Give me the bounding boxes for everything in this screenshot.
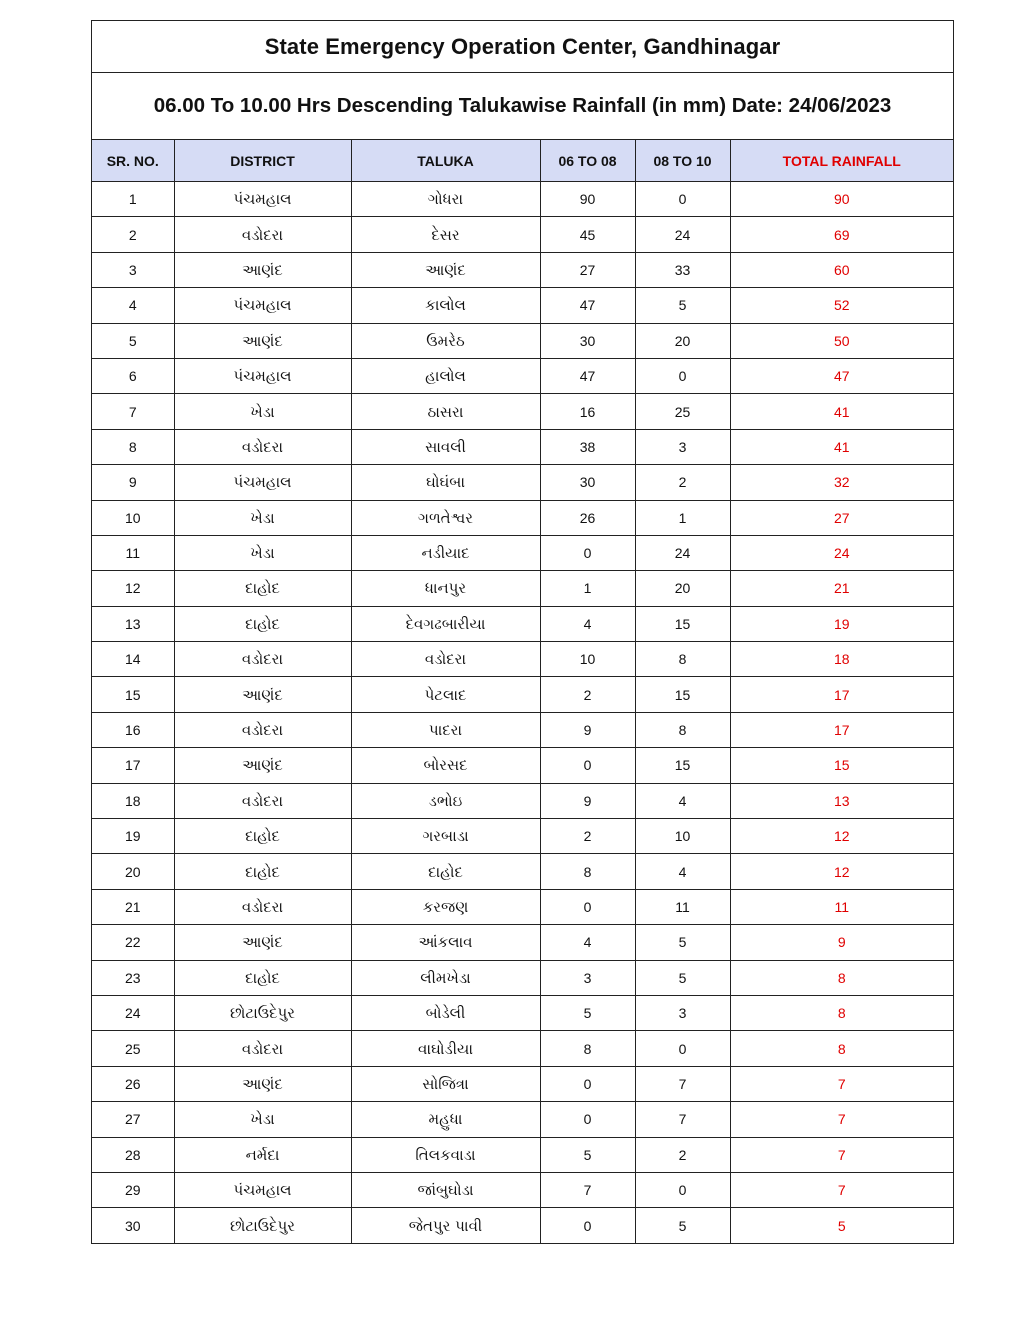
cell-08-to-10: 8 bbox=[635, 642, 730, 677]
cell-taluka: ઉમરેઠ bbox=[351, 323, 540, 358]
cell-taluka: હાલોલ bbox=[351, 358, 540, 393]
table-row bbox=[92, 677, 953, 712]
cell-district: આણંદ bbox=[174, 323, 351, 358]
cell-sr-no: 12 bbox=[92, 571, 174, 606]
cell-06-to-08: 10 bbox=[540, 642, 635, 677]
cell-district: આણંદ bbox=[174, 925, 351, 960]
cell-08-to-10: 2 bbox=[635, 465, 730, 500]
cell-district: દાહોદ bbox=[174, 571, 351, 606]
table-row bbox=[92, 288, 953, 323]
cell-sr-no: 9 bbox=[92, 465, 174, 500]
table-row bbox=[92, 358, 953, 393]
cell-taluka: ગોધરા bbox=[351, 182, 540, 217]
cell-sr-no: 30 bbox=[92, 1208, 174, 1243]
cell-08-to-10: 15 bbox=[635, 677, 730, 712]
cell-district: પંચમહાલ bbox=[174, 358, 351, 393]
cell-total-rainfall: 17 bbox=[730, 712, 953, 747]
cell-district: ખેડા bbox=[174, 535, 351, 570]
header-08-to-10: 08 TO 10 bbox=[635, 140, 730, 182]
table-header-row bbox=[92, 140, 953, 182]
cell-taluka: વાઘોડીયા bbox=[351, 1031, 540, 1066]
cell-taluka: વડોદરા bbox=[351, 642, 540, 677]
table-row bbox=[92, 1208, 953, 1243]
cell-total-rainfall: 15 bbox=[730, 748, 953, 783]
table-row bbox=[92, 182, 953, 217]
cell-08-to-10: 20 bbox=[635, 571, 730, 606]
cell-total-rainfall: 12 bbox=[730, 819, 953, 854]
cell-total-rainfall: 50 bbox=[730, 323, 953, 358]
cell-taluka: પેટલાદ bbox=[351, 677, 540, 712]
cell-taluka: પાદરા bbox=[351, 712, 540, 747]
cell-total-rainfall: 11 bbox=[730, 889, 953, 924]
cell-06-to-08: 0 bbox=[540, 748, 635, 783]
cell-district: ખેડા bbox=[174, 500, 351, 535]
table-row bbox=[92, 323, 953, 358]
cell-taluka: ધાનપુર bbox=[351, 571, 540, 606]
cell-08-to-10: 8 bbox=[635, 712, 730, 747]
cell-06-to-08: 16 bbox=[540, 394, 635, 429]
header-taluka: TALUKA bbox=[351, 140, 540, 182]
cell-06-to-08: 5 bbox=[540, 1137, 635, 1172]
cell-06-to-08: 4 bbox=[540, 925, 635, 960]
cell-sr-no: 13 bbox=[92, 606, 174, 641]
cell-08-to-10: 20 bbox=[635, 323, 730, 358]
table-row bbox=[92, 925, 953, 960]
cell-sr-no: 14 bbox=[92, 642, 174, 677]
cell-06-to-08: 1 bbox=[540, 571, 635, 606]
cell-06-to-08: 0 bbox=[540, 1102, 635, 1137]
cell-total-rainfall: 17 bbox=[730, 677, 953, 712]
cell-sr-no: 28 bbox=[92, 1137, 174, 1172]
cell-total-rainfall: 5 bbox=[730, 1208, 953, 1243]
table-row bbox=[92, 1066, 953, 1101]
cell-district: નર્મદા bbox=[174, 1137, 351, 1172]
cell-08-to-10: 7 bbox=[635, 1102, 730, 1137]
table-row bbox=[92, 571, 953, 606]
cell-total-rainfall: 13 bbox=[730, 783, 953, 818]
header-total-rainfall: TOTAL RAINFALL bbox=[730, 140, 953, 182]
report-subtitle: 06.00 To 10.00 Hrs Descending Talukawise Rainfall (in mm) Date: 24/06/2023 bbox=[92, 73, 953, 140]
cell-total-rainfall: 8 bbox=[730, 995, 953, 1030]
table-row bbox=[92, 1172, 953, 1207]
cell-sr-no: 5 bbox=[92, 323, 174, 358]
table-row bbox=[92, 429, 953, 464]
cell-08-to-10: 5 bbox=[635, 1208, 730, 1243]
cell-06-to-08: 2 bbox=[540, 819, 635, 854]
cell-06-to-08: 8 bbox=[540, 1031, 635, 1066]
cell-sr-no: 11 bbox=[92, 535, 174, 570]
table-row bbox=[92, 1137, 953, 1172]
cell-district: આણંદ bbox=[174, 1066, 351, 1101]
rainfall-table bbox=[92, 140, 953, 1243]
table-row bbox=[92, 819, 953, 854]
cell-06-to-08: 2 bbox=[540, 677, 635, 712]
cell-08-to-10: 25 bbox=[635, 394, 730, 429]
cell-06-to-08: 9 bbox=[540, 712, 635, 747]
cell-08-to-10: 5 bbox=[635, 288, 730, 323]
cell-district: વડોદરા bbox=[174, 889, 351, 924]
cell-08-to-10: 2 bbox=[635, 1137, 730, 1172]
cell-06-to-08: 45 bbox=[540, 217, 635, 252]
cell-sr-no: 26 bbox=[92, 1066, 174, 1101]
cell-district: આણંદ bbox=[174, 252, 351, 287]
cell-08-to-10: 11 bbox=[635, 889, 730, 924]
cell-08-to-10: 0 bbox=[635, 182, 730, 217]
cell-taluka: નડીયાદ bbox=[351, 535, 540, 570]
cell-08-to-10: 4 bbox=[635, 854, 730, 889]
table-row bbox=[92, 394, 953, 429]
table-row bbox=[92, 217, 953, 252]
table-row bbox=[92, 1031, 953, 1066]
cell-sr-no: 2 bbox=[92, 217, 174, 252]
cell-district: દાહોદ bbox=[174, 854, 351, 889]
cell-total-rainfall: 7 bbox=[730, 1137, 953, 1172]
cell-08-to-10: 24 bbox=[635, 217, 730, 252]
cell-sr-no: 15 bbox=[92, 677, 174, 712]
cell-sr-no: 20 bbox=[92, 854, 174, 889]
cell-06-to-08: 5 bbox=[540, 995, 635, 1030]
table-row bbox=[92, 960, 953, 995]
cell-taluka: ઠાસરા bbox=[351, 394, 540, 429]
cell-district: ખેડા bbox=[174, 1102, 351, 1137]
cell-08-to-10: 3 bbox=[635, 995, 730, 1030]
cell-taluka: બોરસદ bbox=[351, 748, 540, 783]
cell-08-to-10: 5 bbox=[635, 960, 730, 995]
header-06-to-08: 06 TO 08 bbox=[540, 140, 635, 182]
header-sr-no: SR. NO. bbox=[92, 140, 174, 182]
cell-total-rainfall: 27 bbox=[730, 500, 953, 535]
cell-district: વડોદરા bbox=[174, 783, 351, 818]
cell-district: પંચમહાલ bbox=[174, 182, 351, 217]
cell-taluka: ગરબાડા bbox=[351, 819, 540, 854]
cell-06-to-08: 30 bbox=[540, 465, 635, 500]
cell-sr-no: 3 bbox=[92, 252, 174, 287]
cell-taluka: જાંબુઘોડા bbox=[351, 1172, 540, 1207]
cell-taluka: ગળતેશ્વર bbox=[351, 500, 540, 535]
table-row bbox=[92, 783, 953, 818]
cell-total-rainfall: 12 bbox=[730, 854, 953, 889]
cell-taluka: આણંદ bbox=[351, 252, 540, 287]
cell-08-to-10: 33 bbox=[635, 252, 730, 287]
table-row bbox=[92, 535, 953, 570]
cell-district: દાહોદ bbox=[174, 606, 351, 641]
cell-taluka: સાવલી bbox=[351, 429, 540, 464]
cell-total-rainfall: 21 bbox=[730, 571, 953, 606]
cell-total-rainfall: 90 bbox=[730, 182, 953, 217]
cell-taluka: દેવગઢબારીયા bbox=[351, 606, 540, 641]
table-row bbox=[92, 500, 953, 535]
cell-total-rainfall: 18 bbox=[730, 642, 953, 677]
cell-taluka: કાલોલ bbox=[351, 288, 540, 323]
cell-total-rainfall: 8 bbox=[730, 1031, 953, 1066]
cell-total-rainfall: 9 bbox=[730, 925, 953, 960]
rainfall-report bbox=[91, 20, 954, 1244]
cell-06-to-08: 8 bbox=[540, 854, 635, 889]
cell-total-rainfall: 7 bbox=[730, 1066, 953, 1101]
cell-district: વડોદરા bbox=[174, 1031, 351, 1066]
cell-taluka: કરજણ bbox=[351, 889, 540, 924]
cell-district: પંચમહાલ bbox=[174, 1172, 351, 1207]
cell-08-to-10: 5 bbox=[635, 925, 730, 960]
cell-district: આણંદ bbox=[174, 677, 351, 712]
cell-sr-no: 6 bbox=[92, 358, 174, 393]
cell-district: વડોદરા bbox=[174, 429, 351, 464]
cell-total-rainfall: 24 bbox=[730, 535, 953, 570]
report-title: State Emergency Operation Center, Gandhinagar bbox=[92, 21, 953, 73]
cell-sr-no: 17 bbox=[92, 748, 174, 783]
cell-06-to-08: 90 bbox=[540, 182, 635, 217]
cell-06-to-08: 0 bbox=[540, 535, 635, 570]
cell-08-to-10: 7 bbox=[635, 1066, 730, 1101]
cell-08-to-10: 24 bbox=[635, 535, 730, 570]
cell-08-to-10: 10 bbox=[635, 819, 730, 854]
cell-08-to-10: 15 bbox=[635, 606, 730, 641]
table-row bbox=[92, 712, 953, 747]
cell-sr-no: 4 bbox=[92, 288, 174, 323]
cell-sr-no: 8 bbox=[92, 429, 174, 464]
cell-district: વડોદરા bbox=[174, 642, 351, 677]
cell-district: છોટાઉદેપુર bbox=[174, 1208, 351, 1243]
cell-06-to-08: 38 bbox=[540, 429, 635, 464]
cell-08-to-10: 4 bbox=[635, 783, 730, 818]
cell-total-rainfall: 52 bbox=[730, 288, 953, 323]
table-row bbox=[92, 606, 953, 641]
cell-sr-no: 29 bbox=[92, 1172, 174, 1207]
cell-06-to-08: 27 bbox=[540, 252, 635, 287]
header-district: DISTRICT bbox=[174, 140, 351, 182]
cell-taluka: ઘોઘંબા bbox=[351, 465, 540, 500]
table-row bbox=[92, 995, 953, 1030]
cell-06-to-08: 0 bbox=[540, 1208, 635, 1243]
cell-06-to-08: 0 bbox=[540, 889, 635, 924]
cell-district: વડોદરા bbox=[174, 217, 351, 252]
cell-district: છોટાઉદેપુર bbox=[174, 995, 351, 1030]
cell-total-rainfall: 60 bbox=[730, 252, 953, 287]
cell-district: દાહોદ bbox=[174, 819, 351, 854]
cell-total-rainfall: 32 bbox=[730, 465, 953, 500]
cell-total-rainfall: 41 bbox=[730, 429, 953, 464]
cell-06-to-08: 0 bbox=[540, 1066, 635, 1101]
cell-district: વડોદરા bbox=[174, 712, 351, 747]
cell-district: ખેડા bbox=[174, 394, 351, 429]
cell-district: પંચમહાલ bbox=[174, 288, 351, 323]
cell-taluka: દાહોદ bbox=[351, 854, 540, 889]
cell-sr-no: 27 bbox=[92, 1102, 174, 1137]
cell-total-rainfall: 8 bbox=[730, 960, 953, 995]
cell-taluka: મહુધા bbox=[351, 1102, 540, 1137]
cell-sr-no: 24 bbox=[92, 995, 174, 1030]
table-row bbox=[92, 854, 953, 889]
cell-06-to-08: 47 bbox=[540, 358, 635, 393]
cell-sr-no: 19 bbox=[92, 819, 174, 854]
cell-total-rainfall: 69 bbox=[730, 217, 953, 252]
cell-08-to-10: 15 bbox=[635, 748, 730, 783]
table-row bbox=[92, 1102, 953, 1137]
cell-08-to-10: 0 bbox=[635, 358, 730, 393]
cell-08-to-10: 3 bbox=[635, 429, 730, 464]
cell-district: દાહોદ bbox=[174, 960, 351, 995]
cell-district: પંચમહાલ bbox=[174, 465, 351, 500]
cell-06-to-08: 4 bbox=[540, 606, 635, 641]
cell-taluka: બોડેલી bbox=[351, 995, 540, 1030]
cell-06-to-08: 30 bbox=[540, 323, 635, 358]
cell-sr-no: 22 bbox=[92, 925, 174, 960]
cell-taluka: લીમખેડા bbox=[351, 960, 540, 995]
cell-06-to-08: 7 bbox=[540, 1172, 635, 1207]
cell-total-rainfall: 47 bbox=[730, 358, 953, 393]
cell-total-rainfall: 7 bbox=[730, 1102, 953, 1137]
cell-sr-no: 16 bbox=[92, 712, 174, 747]
cell-06-to-08: 3 bbox=[540, 960, 635, 995]
cell-taluka: સોજિત્રા bbox=[351, 1066, 540, 1101]
cell-sr-no: 23 bbox=[92, 960, 174, 995]
cell-total-rainfall: 41 bbox=[730, 394, 953, 429]
table-row bbox=[92, 642, 953, 677]
cell-sr-no: 10 bbox=[92, 500, 174, 535]
cell-06-to-08: 9 bbox=[540, 783, 635, 818]
cell-taluka: આંકલાવ bbox=[351, 925, 540, 960]
cell-taluka: જેતપુર પાવી bbox=[351, 1208, 540, 1243]
cell-sr-no: 1 bbox=[92, 182, 174, 217]
cell-06-to-08: 26 bbox=[540, 500, 635, 535]
table-row bbox=[92, 748, 953, 783]
cell-sr-no: 21 bbox=[92, 889, 174, 924]
cell-sr-no: 7 bbox=[92, 394, 174, 429]
cell-taluka: તિલકવાડા bbox=[351, 1137, 540, 1172]
cell-taluka: ડભોઇ bbox=[351, 783, 540, 818]
table-row bbox=[92, 252, 953, 287]
cell-sr-no: 18 bbox=[92, 783, 174, 818]
table-row bbox=[92, 889, 953, 924]
cell-08-to-10: 0 bbox=[635, 1031, 730, 1066]
cell-sr-no: 25 bbox=[92, 1031, 174, 1066]
cell-taluka: દેસર bbox=[351, 217, 540, 252]
table-row bbox=[92, 465, 953, 500]
cell-district: આણંદ bbox=[174, 748, 351, 783]
cell-08-to-10: 1 bbox=[635, 500, 730, 535]
cell-total-rainfall: 19 bbox=[730, 606, 953, 641]
cell-06-to-08: 47 bbox=[540, 288, 635, 323]
cell-08-to-10: 0 bbox=[635, 1172, 730, 1207]
cell-total-rainfall: 7 bbox=[730, 1172, 953, 1207]
